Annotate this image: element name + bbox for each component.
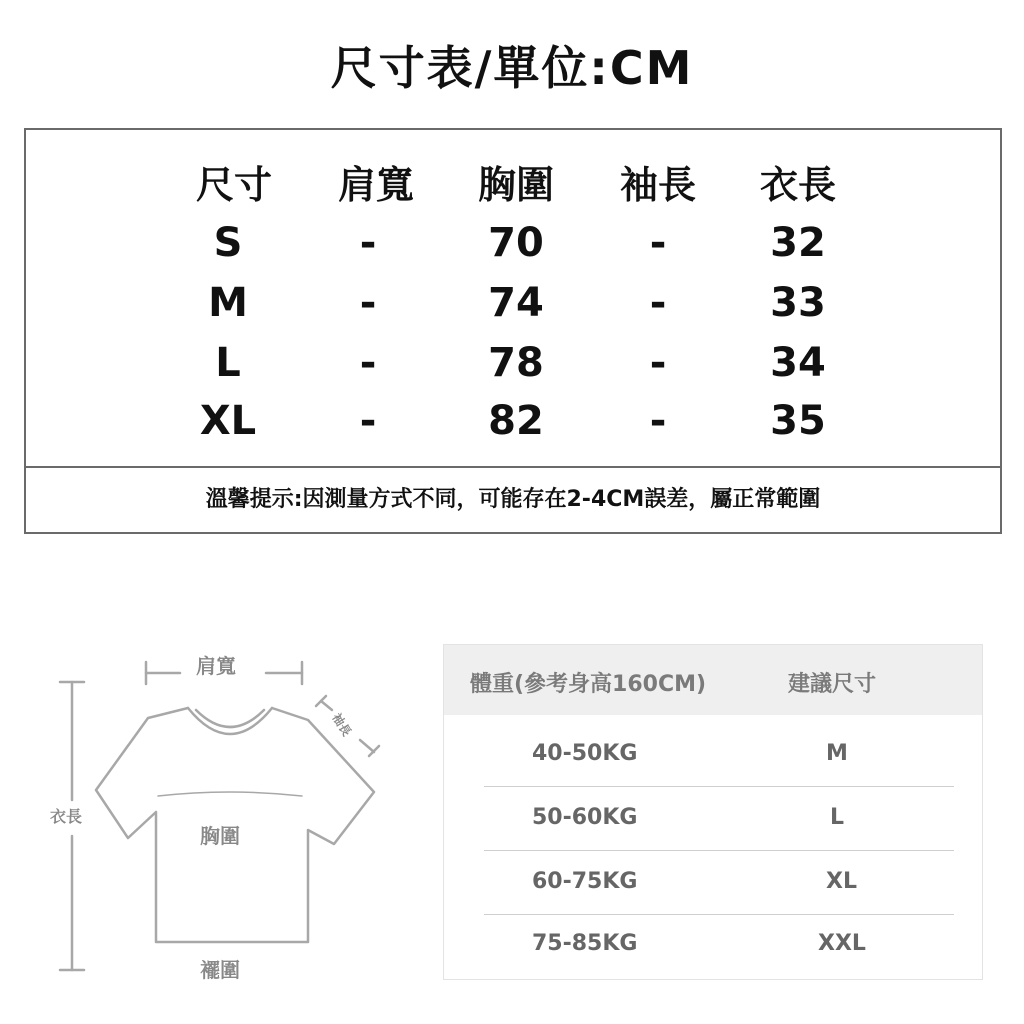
table-row [484, 787, 954, 851]
table-cell: 35 [770, 398, 826, 444]
table-cell: 82 [488, 398, 544, 444]
shoulder-label: 肩寬 [196, 654, 236, 678]
length-label: 衣長 [50, 807, 83, 826]
table-cell: 34 [770, 340, 826, 386]
header-shoulder: 肩寬 [337, 163, 414, 207]
table-cell: - [649, 340, 667, 386]
table-row [484, 723, 954, 787]
header-chest: 胸圍 [477, 163, 554, 207]
table-cell: - [649, 220, 667, 266]
weight-table-header [444, 645, 982, 715]
weight-range: 60-75KG [532, 869, 638, 894]
table-divider [26, 466, 1000, 468]
weight-range: 75-85KG [532, 931, 638, 956]
table-cell: 74 [488, 280, 544, 326]
suggested-size: L [830, 805, 845, 830]
size-table [24, 128, 1002, 534]
suggested-size: XL [826, 869, 857, 894]
table-cell: 32 [770, 220, 826, 266]
table-cell: 33 [770, 280, 826, 326]
table-cell: L [215, 340, 241, 386]
page-title: 尺寸表/單位:CM [330, 41, 694, 95]
header-length: 衣長 [759, 163, 836, 207]
measurement-note: 溫馨提示:因測量方式不同，可能存在2-4CM誤差，屬正常範圍 [205, 487, 821, 512]
weight-range: 50-60KG [532, 805, 638, 830]
hem-label: 襬圍 [200, 958, 240, 982]
header-suggested-size: 建議尺寸 [788, 672, 877, 697]
table-cell: 78 [488, 340, 544, 386]
table-cell: - [359, 220, 377, 266]
header-sleeve: 袖長 [619, 163, 696, 207]
table-cell: - [649, 398, 667, 444]
table-row [484, 851, 954, 915]
table-cell: 70 [488, 220, 544, 266]
chest-label: 胸圍 [200, 824, 240, 848]
header-size: 尺寸 [195, 163, 272, 207]
table-cell: - [359, 398, 377, 444]
tshirt-diagram [40, 640, 400, 1000]
suggested-size: XXL [818, 931, 866, 956]
table-cell: - [359, 280, 377, 326]
sleeve-label: 袖長 [329, 710, 354, 739]
weight-range: 40-50KG [532, 741, 638, 766]
table-cell: - [359, 340, 377, 386]
table-cell: S [213, 220, 243, 266]
weight-size-table [443, 644, 983, 980]
table-cell: XL [199, 398, 257, 444]
table-cell: - [649, 280, 667, 326]
suggested-size: M [826, 741, 848, 766]
header-weight: 體重(參考身高160CM) [470, 672, 707, 697]
table-cell: M [208, 280, 248, 326]
table-row [484, 913, 954, 977]
